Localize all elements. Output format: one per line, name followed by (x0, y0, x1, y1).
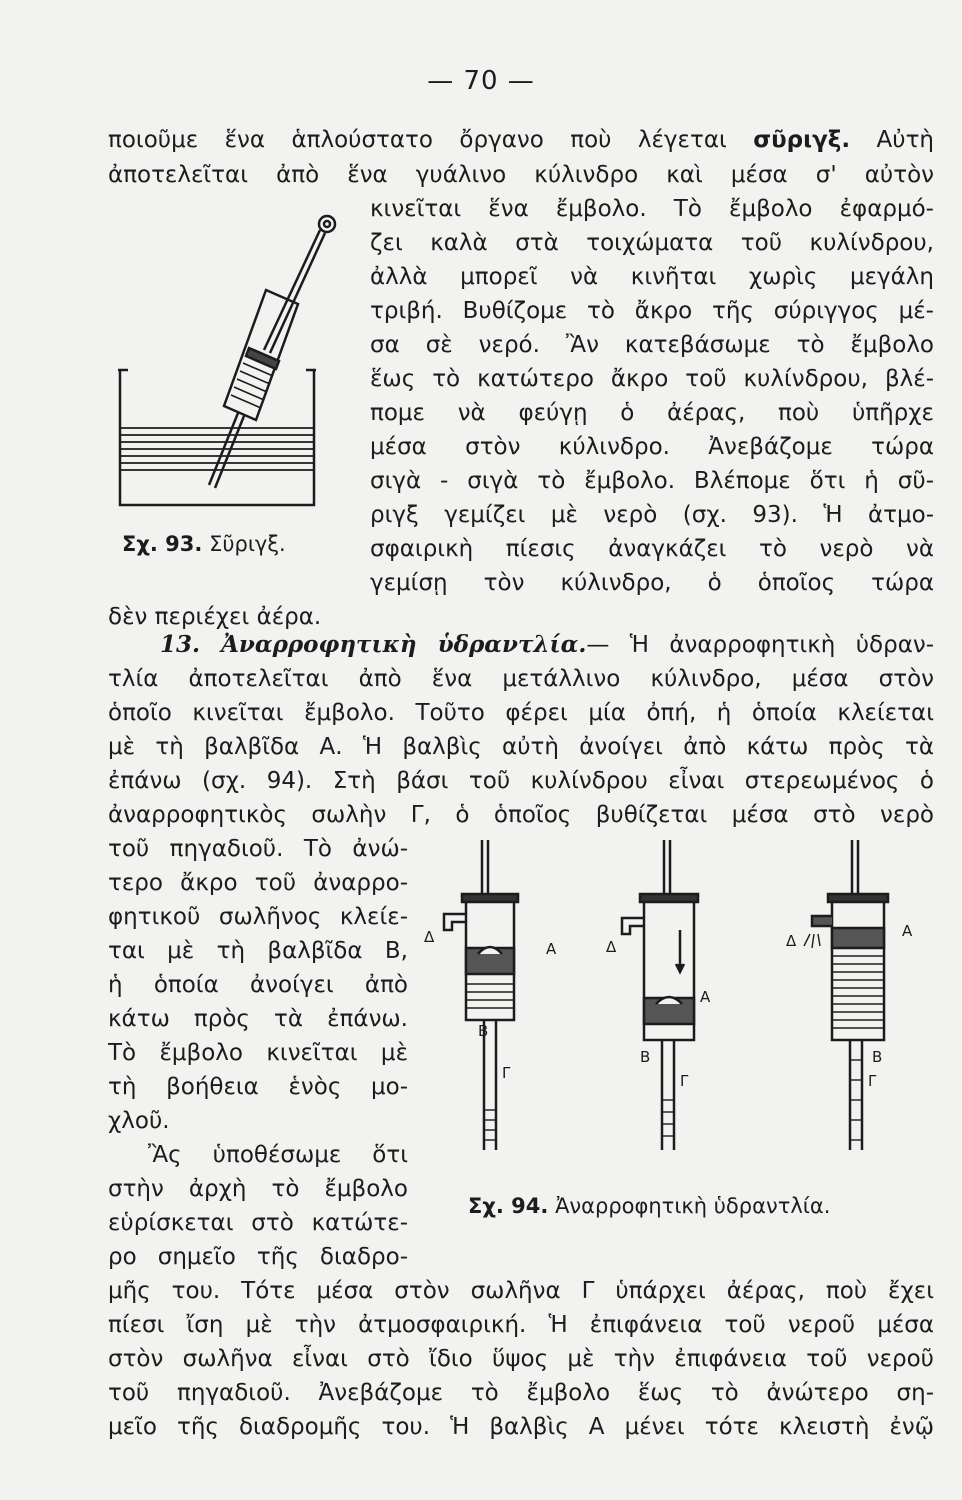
pump-2 (622, 840, 698, 1150)
text-line: σιγὰ - σιγὰ τὸ ἔμβολο. Βλέπομε ὅτι ἡ σῦ- (370, 468, 934, 494)
text-line: ρο σημεῖο τῆς διαδρο- (108, 1244, 408, 1270)
text-line: ἀναρροφητικὸς σωλὴν Γ, ὁ ὁποῖος βυθίζεται μέσα στὸ νερὸ (108, 802, 934, 828)
figure94-caption: Σχ. 94. Ἀναρροφητικὴ ὑδραντλία. (468, 1194, 831, 1218)
text-line: δὲν περιέχει ἀέρα. (108, 604, 322, 630)
term-syrinx: σῦριγξ. (753, 127, 851, 153)
suction-pump-figure (414, 830, 934, 1170)
label-gamma-1: Γ (502, 1064, 511, 1082)
text-line: στὸν σωλῆνα εἶναι στὸ ἴδιο ὕψος μὲ τὴν ἐπιφάνεια τοῦ νεροῦ (108, 1346, 934, 1372)
text-line: Τὸ ἔμβολο κινεῖται μὲ (108, 1040, 408, 1066)
text-line: μεῖο τῆς διαδρομῆς του. Ἡ βαλβὶς Α μένει τότε κλειστὴ ἐνῷ (108, 1414, 934, 1440)
text-line: κινεῖται ἕνα ἔμβολο. Τὸ ἔμβολο ἐφαρμό- (370, 196, 934, 222)
text-line: τερο ἄκρο τοῦ ἀναρρο- (108, 870, 408, 896)
text-line: τοῦ πηγαδιοῦ. Ἀνεβάζομε τὸ ἔμβολο ἕως τὸ ἀνώτερο ση- (108, 1380, 934, 1406)
text-line: κάτω πρὸς τὰ ἐπάνω. (108, 1006, 408, 1032)
label-delta-1: Δ (424, 928, 435, 946)
syringe-figure (106, 210, 346, 510)
text-line: τλία ἀποτελεῖται ἀπὸ ἕνα μετάλλινο κύλινδρο, μέσα στὸν (108, 666, 934, 692)
pump-1 (444, 840, 518, 1150)
text-line: μὲ τὴ βαλβῖδα Α. Ἡ βαλβὶς αὐτὴ ἀνοίγει ἀπὸ κάτω πρὸς τὰ (108, 734, 934, 760)
label-beta-2: Β (640, 1048, 651, 1066)
text-line: ζει καλὰ στὰ τοιχώματα τοῦ κυλίνδρου, (370, 230, 934, 256)
section-title: Ἀναρροφητικὴ ὑδραντλία. (200, 631, 587, 658)
label-beta-1: Β (478, 1022, 489, 1040)
text-line: τοῦ πηγαδιοῦ. Τὸ ἀνώ- (108, 836, 408, 862)
text-line: ὁποῖο κινεῖται ἔμβολο. Τοῦτο φέρει μία ὀπή, ἡ ὁποία κλείεται (108, 700, 934, 726)
pump-3 (804, 840, 888, 1150)
text-line: τὴ βοήθεια ἑνὸς μο- (108, 1074, 408, 1100)
text-line: ἕως τὸ κατώτερο ἄκρο τοῦ κυλίνδρου, βλέ- (370, 366, 934, 392)
label-gamma-3: Γ (868, 1072, 877, 1090)
text-line: μέσα στὸν κύλινδρο. Ἀνεβάζομε τώρα (370, 434, 934, 460)
text-line: σφαιρικὴ πίεσις ἀναγκάζει τὸ νερὸ νὰ (370, 536, 934, 562)
text-line: Ἂς ὑποθέσωμε ὅτι (148, 1142, 408, 1168)
text-line: ποιοῦμε ἕνα ἁπλούστατο ὄργανο ποὺ λέγεται σῦριγξ. Αὐτὴ (108, 127, 934, 153)
label-delta-3: Δ (786, 932, 797, 950)
section-number: 13. (160, 631, 201, 658)
text-line: πίεσι ἴση μὲ τὴν ἀτμοσφαιρική. Ἡ ἐπιφάνεια τοῦ νεροῦ μέσα (108, 1312, 934, 1338)
text-line: σα σὲ νερό. Ἂν κατεβάσωμε τὸ ἔμβολο (370, 332, 934, 358)
label-alpha-1: Α (546, 940, 557, 958)
text-line: εὑρίσκεται στὸ κατώτε- (108, 1210, 408, 1236)
figure93-caption: Σχ. 93. Σῦριγξ. (122, 532, 286, 556)
text-line: ριγξ γεμίζει μὲ νερὸ (σχ. 93). Ἡ ἀτμο- (370, 502, 934, 528)
label-beta-3: Β (872, 1048, 883, 1066)
text-line: στὴν ἀρχὴ τὸ ἔμβολο (108, 1176, 408, 1202)
text-line: φητικοῦ σωλῆνος κλείε- (108, 904, 408, 930)
text-line: γεμίσῃ τὸν κύλινδρο, ὁ ὁποῖος τώρα (370, 570, 934, 596)
label-delta-2: Δ (606, 938, 617, 956)
text-line: ἐπάνω (σχ. 94). Στὴ βάσι τοῦ κυλίνδρου εἶναι στερεωμένος ὁ (108, 768, 934, 794)
text-line: ἀλλὰ μπορεῖ νὰ κινῆται χωρὶς μεγάλη (370, 264, 934, 290)
label-alpha-3: Α (902, 922, 913, 940)
text-line: ἡ ὁποία ἀνοίγει ἀπὸ (108, 972, 408, 998)
text-line: τριβή. Βυθίζομε τὸ ἄκρο τῆς σύριγγος μέ- (370, 298, 934, 324)
section-heading-line: 13. Ἀναρροφητικὴ ὑδραντλία.— Ἡ ἀναρροφητικὴ ὑδραν- (160, 631, 934, 658)
text-line: ται μὲ τὴ βαλβῖδα Β, (108, 938, 408, 964)
text-line: πομε νὰ φεύγῃ ὁ ἀέρας, ποὺ ὑπῆρχε (370, 400, 934, 426)
label-alpha-2: Α (700, 988, 711, 1006)
text-line: μῆς του. Τότε μέσα στὸν σωλῆνα Γ ὑπάρχει ἀέρας, ποὺ ἔχει (108, 1278, 934, 1304)
label-gamma-2: Γ (680, 1072, 689, 1090)
page-number: — 70 — (427, 66, 535, 96)
text-line: χλοῦ. (108, 1108, 170, 1134)
text-line: ἀποτελεῖται ἀπὸ ἕνα γυάλινο κύλινδρο καὶ μέσα σ' αὐτὸν (108, 162, 934, 188)
